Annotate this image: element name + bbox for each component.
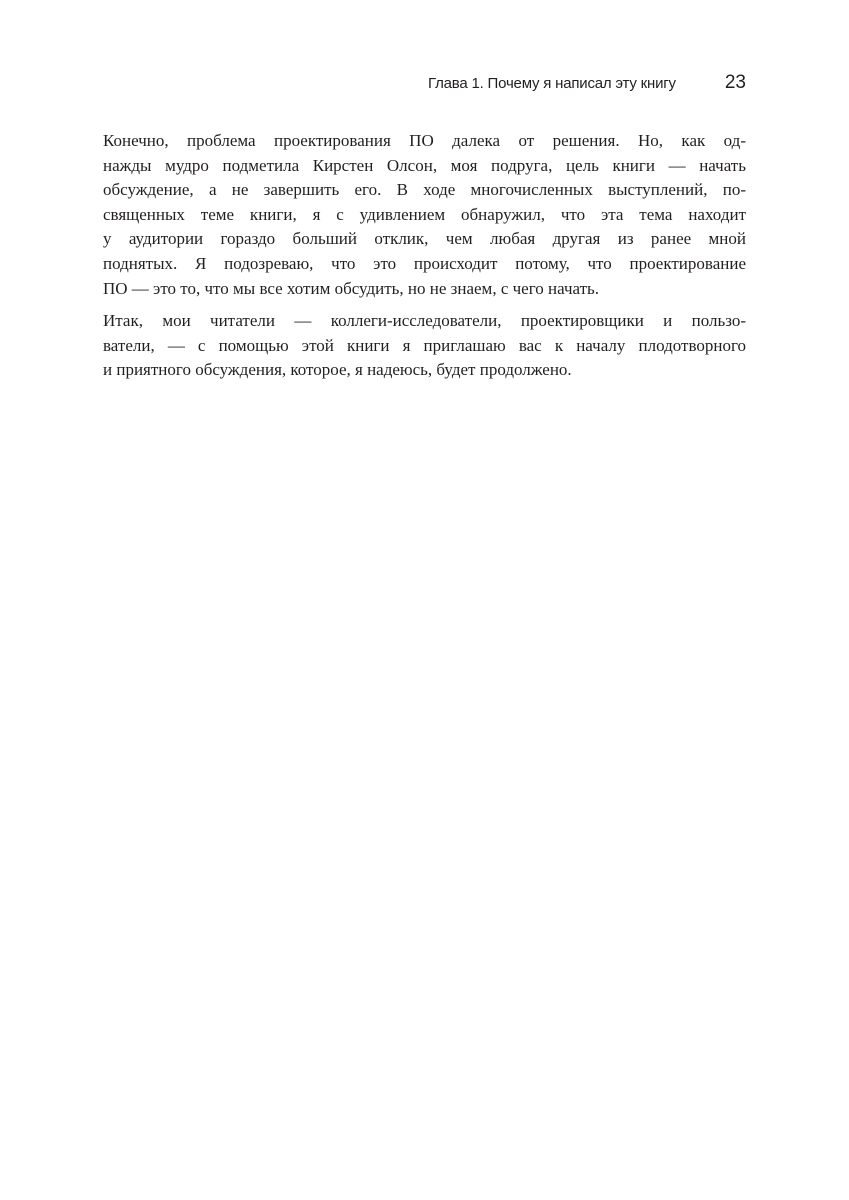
- text-line: и приятного обсуждения, которое, я надеюсь, будет продолжено.: [103, 360, 572, 380]
- text-line: Конечно, проблема проектирования ПО далека от решения. Но, как од-: [103, 131, 746, 150]
- chapter-running-title: Глава 1. Почему я написал эту книгу: [427, 75, 676, 92]
- text-line: священных теме книги, я с удивлением обнаружил, что эта тема находит: [103, 204, 746, 224]
- paragraph-1: [103, 129, 746, 301]
- body-text: [103, 129, 746, 383]
- text-line: обсуждение, а не завершить его. В ходе многочисленных выступлений, по-: [103, 180, 746, 200]
- text-line: ватели, — с помощью этой книги я приглашаю вас к началу плодотворного: [103, 335, 746, 355]
- running-head: [428, 72, 746, 94]
- text-line: нажды мудро подметила Кирстен Олсон, моя подруга, цель книги — начать: [103, 155, 746, 175]
- text-line: Итак, мои читатели — коллеги-исследователи, проектировщики и пользо-: [103, 311, 746, 331]
- paragraph-2: [103, 309, 746, 383]
- text-line: у аудитории гораздо больший отклик, чем любая другая из ранее мной: [103, 229, 746, 249]
- text-line: ПО — это то, что мы все хотим обсудить, но не знаем, с чего начать.: [103, 278, 600, 298]
- page-number: 23: [724, 72, 746, 93]
- text-line: поднятых. Я подозреваю, что это происходит потому, что проектирование: [103, 253, 746, 273]
